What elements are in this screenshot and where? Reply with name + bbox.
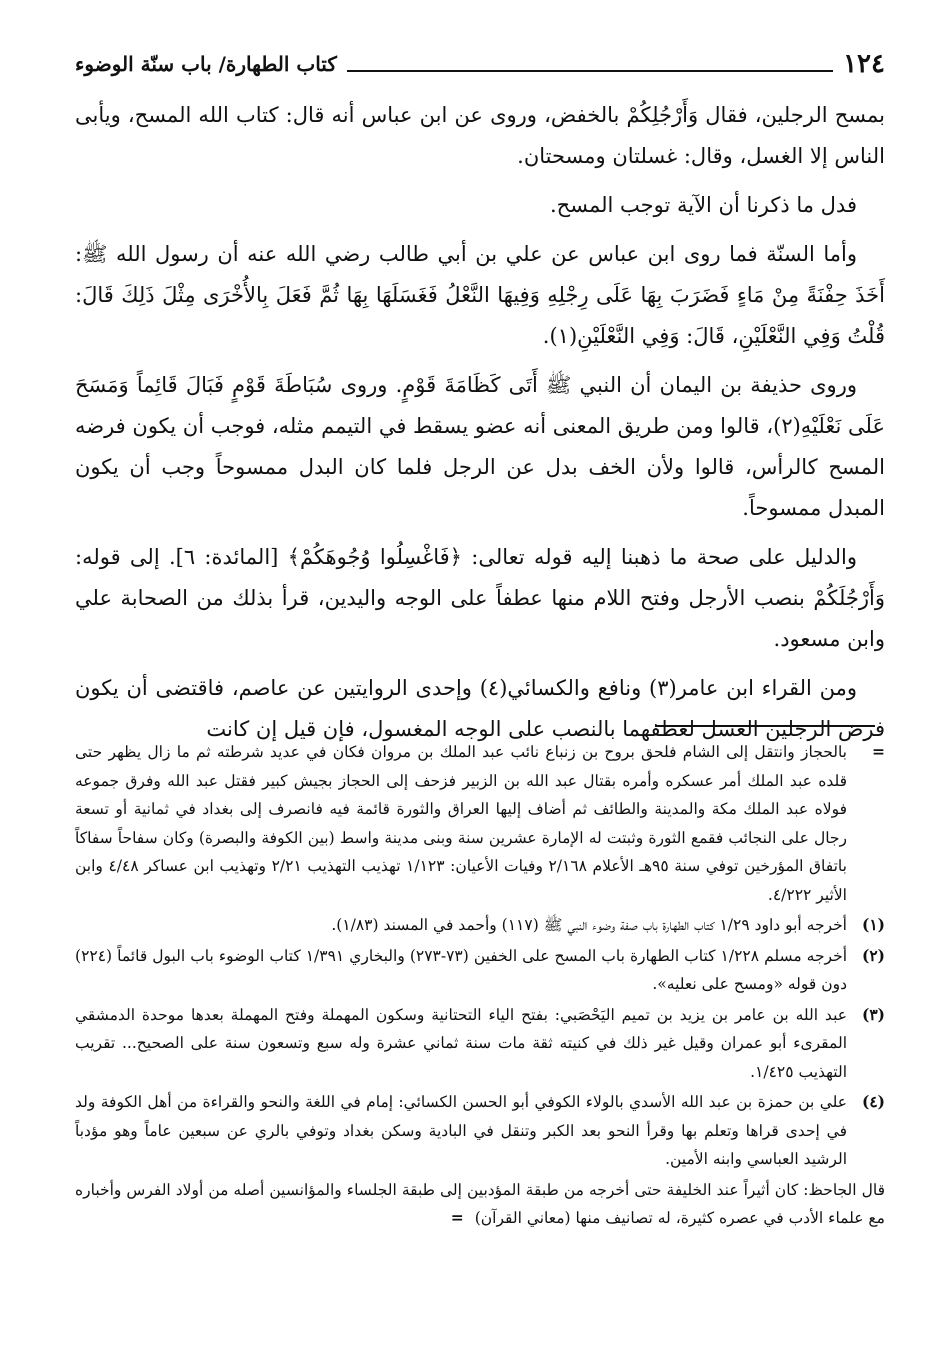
footnote-marker: (٣): [861, 1004, 885, 1024]
paragraph: وروى حذيفة بن اليمان أن النبي ﷺ أَتَى كَظَامَةَ قَوْمٍ. وروى سُبَاطَةَ قَوْمٍ فَبَالَ قَائِماً وَمَسَحَ عَلَى نَعْلَيْهِ(٢)، قالوا ومن طريق المعنى أنه عضو يسقط في التيمم مثله، فوجب أن يكون فرضه المسح كالرأس، قالوا ولأن الخف بدل عن الرجل فلما كان البدل ممسوحاً وجب أن يكون المبدل ممسوحاً.: [75, 373, 885, 520]
footnote-text: قال الجاحظ: كان أثيراً عند الخليفة حتى أخرجه من طبقة المؤدبين إلى طبقة الجلساء والمؤانسين أصله من أولاد الفرس وأخباره مع علماء الأدب في عصره كثيرة، له تصانيف منها (معاني القرآن): [75, 1180, 885, 1227]
main-text: [75, 95, 885, 758]
footnote-text: عبد الله بن عامر بن يزيد بن تميم اليَحْصَبي: بفتح الياء التحتانية وسكون المهملة وفتح المهملة بعدها موحدة الدمشقي المقرىء أبو عمران وقيل غير ذلك في كنيته ثقة مات سنة ثماني عشرة وله سبع وتسعون سنة على الصحيح... تقريب التهذيب ١/٤٢٥.: [75, 1005, 847, 1081]
footnote-continued: [75, 738, 885, 909]
footnote-text: أخرجه أبو داود ١/٢٩ كتاب الطهارة باب صفة وضوء النبي ﷺ (١١٧) وأحمد في المسند (١/٨٣).: [331, 916, 847, 934]
footnotes: [75, 738, 885, 1233]
footnote-separator: [655, 725, 875, 727]
paragraph: والدليل على صحة ما ذهبنا إليه قوله تعالى: ﴿فَاغْسِلُوا وُجُوهَكُمْ﴾ [المائدة: ٦]. إلى قوله: وَأَرْجُلَكُمْ بنصب الأرجل وفتح اللام منها عطفاً على الوجه واليدين، قرأ بذلك من الصحابة علي وابن مسعود.: [75, 545, 885, 651]
paragraph: فدل ما ذكرنا أن الآية توجب المسح.: [549, 193, 857, 217]
footnote-text: علي بن حمزة بن عبد الله الأسدي بالولاء الكوفي أبو الحسن الكسائي: إمام في اللغة والنحو والقراءة من أهل الكوفة ولد في إحدى قراها وتعلم بها وقرأ النحو بعد الكبر وتنقل في البادية وسكن بغداد وتوفي بالري عن سبعين عاماً وهو مؤدباً الرشيد العباسي وابنه الأمين.: [75, 1093, 847, 1168]
footnote-text: بالحجاز وانتقل إلى الشام فلحق بروح بن زنباع نائب عبد الملك بن مروان فكان في عديد شرطته ثم ما زال يظهر حتى قلده عبد الملك أمر عسكره وأمره بقتال عبد الله بن الزبير فزحف إلى الحجاز بجيش كبير فقتل عبد الله وفرق جموعه فولاه عبد الملك مكة والمدينة والطائف ثم أضاف إليها العراق والثورة قائمة فيه فانصرف إلى بغداد في ثمانية أو تسعة رجال على النجائب فقمع الثورة وثبتت له الإمارة عشرين سنة وبنى مدينة واسط (بين الكوفة والبصرة) وكان سفاحاً سفاكاً باتفاق المؤرخين توفي سنة ٩٥هـ الأعلام ٢/١٦٨ وفيات الأعيان: ١/١٢٣ تهذيب التهذيب ٢/٢١ وتهذيب ابن عساكر ٤/٤٨ وابن الأثير ٤/٢٢٢.: [75, 743, 847, 904]
continuation-mark: =: [872, 742, 885, 761]
footnote-4-continuation: [75, 1176, 885, 1233]
footnote-1: [75, 911, 885, 940]
footnote-3: [75, 1001, 885, 1087]
footnote-text: أخرجه مسلم ١/٢٢٨ كتاب الطهارة باب المسح على الخفين (٧٣-٢٧٣) والبخاري ١/٣٩١ كتاب الوضوء باب البول قائماً (٢٢٤) دون قوله «ومسح على نعليه».: [75, 946, 847, 993]
footnote-marker: (٢): [861, 945, 885, 965]
paragraph: بمسح الرجلين، فقال وَأَرْجُلِكُمْ بالخفض، وروى عن ابن عباس أنه قال: كتاب الله المسح، ويأبى الناس إلا الغسل، وقال: غسلتان ومسحتان.: [75, 103, 885, 168]
footnote-4: [75, 1088, 885, 1174]
footnote-2: [75, 942, 885, 999]
footnote-marker: (٤): [861, 1092, 885, 1111]
paragraph: وأما السنّة فما روى ابن عباس عن علي بن أبي طالب رضي الله عنه أن رسول الله ﷺ: أَخَذَ حِفْنَةً مِنْ مَاءٍ فَضَرَبَ بِهَا عَلَى رِجْلِهِ وَفِيهَا النَّعْلُ فَغَسَلَهَا بِهَا ثُمَّ فَعَلَ بِالأُخْرَى مِثْلَ ذَلِكَ قَالَ: قُلْتُ وَفِي النَّعْلَيْنِ، قَالَ: وَفِي النَّعْلَيْنِ(١).: [75, 242, 885, 348]
continuation-mark: =: [450, 1208, 464, 1227]
page-number: ١٢٤: [843, 49, 885, 79]
running-title: كتاب الطهارة/ باب سنّة الوضوء: [75, 52, 337, 76]
header-rule: [347, 70, 833, 72]
paragraph: ومن القراء ابن عامر(٣) ونافع والكسائي(٤) وإحدى الروايتين عن عاصم، فاقتضى أن يكون فرض الرجلين الغسل لعطفهما بالنصب على الوجه المغسول، فإن قيل إن كانت: [75, 676, 885, 741]
page-header: [75, 44, 885, 84]
footnote-marker: (١): [861, 915, 885, 934]
